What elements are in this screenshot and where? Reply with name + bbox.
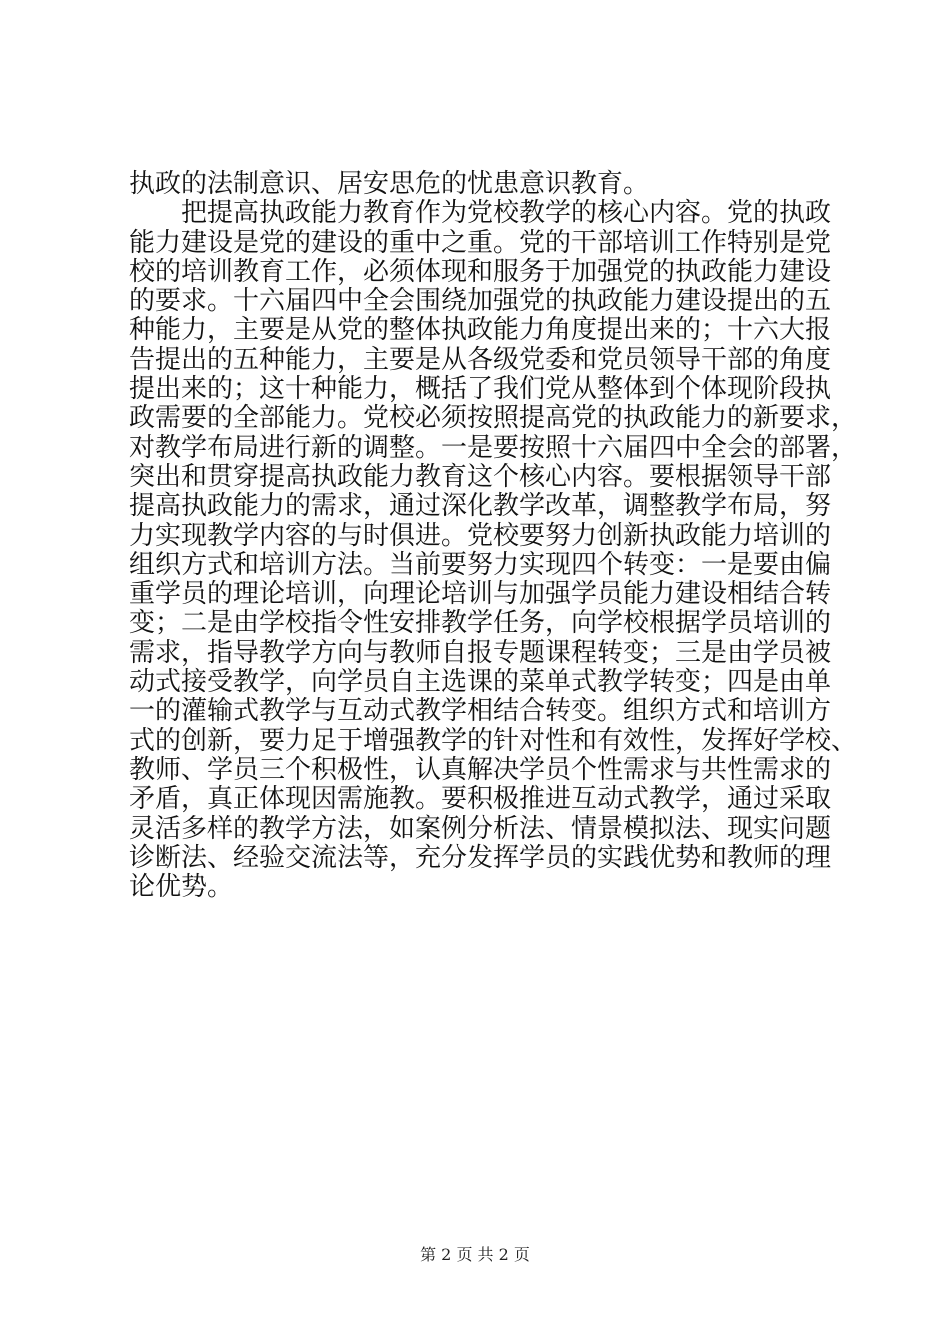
body-line: 重学员的理论培训，向理论培训与加强学员能力建设相结合转 <box>129 579 832 610</box>
body-line: 种能力，主要是从党的整体执政能力角度提出来的；十六大报 <box>129 315 832 346</box>
body-line: 告提出的五种能力，主要是从各级党委和党员领导干部的角度 <box>129 344 832 375</box>
body-line: 力实现教学内容的与时俱进。党校要努力创新执政能力培训的 <box>129 520 832 551</box>
body-line: 一的灌输式教学与互动式教学相结合转变。组织方式和培训方 <box>129 696 832 727</box>
body-line: 突出和贯穿提高执政能力教育这个核心内容。要根据领导干部 <box>129 461 832 492</box>
body-line: 需求，指导教学方向与教师自报专题课程转变；三是由学员被 <box>129 637 832 668</box>
body-line: 提高执政能力的需求，通过深化教学改革，调整教学布局，努 <box>129 491 832 522</box>
page-number-footer: 第 2 页 共 2 页 <box>420 1245 530 1264</box>
body-line: 的要求。十六届四中全会围绕加强党的执政能力建设提出的五 <box>129 286 832 317</box>
body-line: 提出来的；这十种能力，概括了我们党从整体到个体现阶段执 <box>129 374 832 405</box>
body-line: 式的创新，要力足于增强教学的针对性和有效性，发挥好学校、 <box>129 725 858 756</box>
body-line: 对教学布局进行新的调整。一是要按照十六届四中全会的部署， <box>129 432 858 463</box>
body-line: 动式接受教学，向学员自主选课的菜单式教学转变；四是由单 <box>129 667 832 698</box>
body-line: 诊断法、经验交流法等，充分发挥学员的实践优势和教师的理 <box>129 842 832 873</box>
document-body <box>129 169 858 903</box>
body-line: 执政的法制意识、居安思危的忧患意识教育。 <box>129 169 650 199</box>
body-line: 矛盾，真正体现因需施教。要积极推进互动式教学，通过采取 <box>129 784 832 815</box>
body-line: 灵活多样的教学方法，如案例分析法、情景模拟法、现实问题 <box>129 813 832 844</box>
body-line: 变；二是由学校指令性安排教学任务，向学校根据学员培训的 <box>129 608 832 639</box>
body-line: 校的培训教育工作，必须体现和服务于加强党的执政能力建设 <box>129 256 832 287</box>
body-line: 组织方式和培训方法。当前要努力实现四个转变：一是要由偏 <box>129 549 832 580</box>
body-line: 把提高执政能力教育作为党校教学的核心内容。党的执政 <box>129 198 832 229</box>
body-line: 教师、学员三个积极性，认真解决学员个性需求与共性需求的 <box>129 754 832 785</box>
body-line: 能力建设是党的建设的重中之重。党的干部培训工作特别是党 <box>129 227 832 258</box>
body-line: 政需要的全部能力。党校必须按照提高党的执政能力的新要求， <box>129 403 858 434</box>
body-line: 论优势。 <box>129 872 234 903</box>
